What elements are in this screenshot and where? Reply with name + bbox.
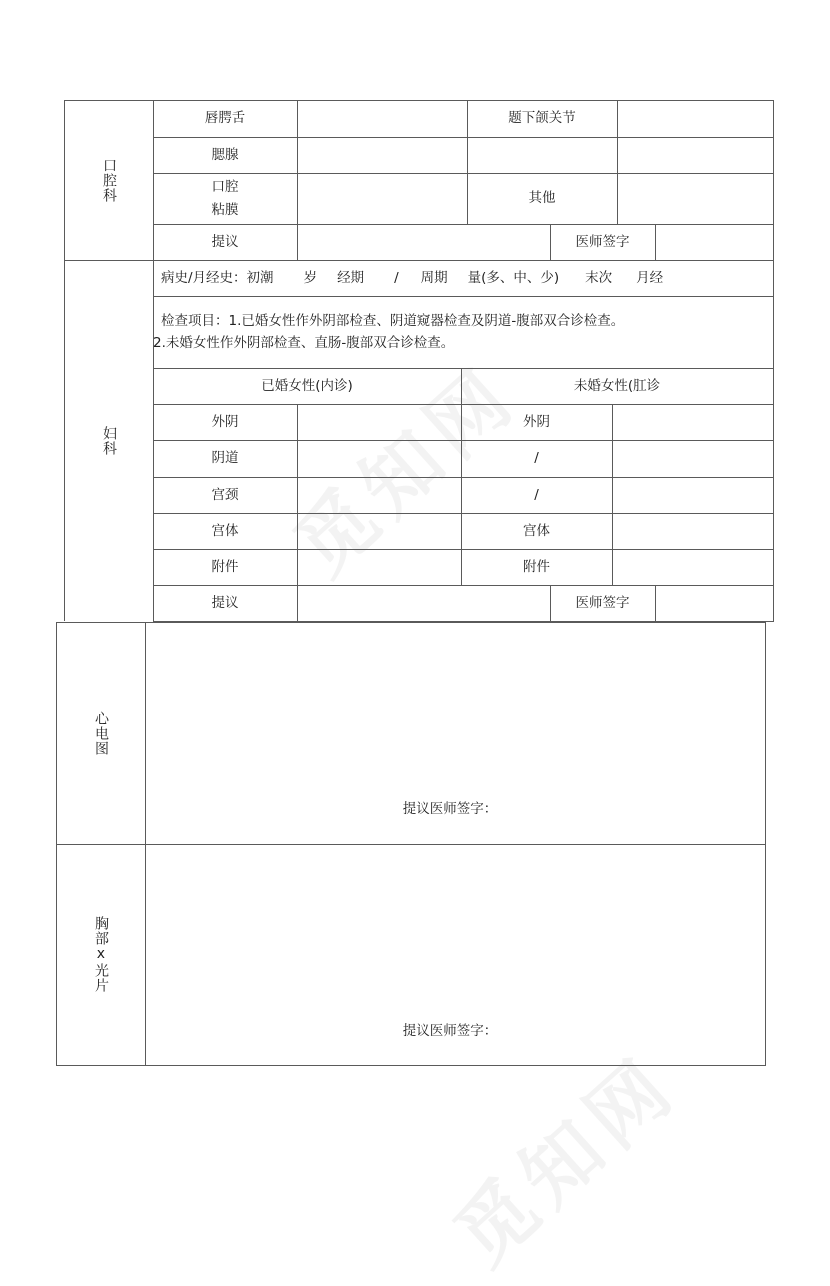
unmarried-adnexa-field[interactable] [612,549,773,585]
parotid-extra-field-2[interactable] [617,137,773,173]
oral-section-label: 口腔科 [100,157,117,203]
oral-mucosa-field[interactable] [297,173,467,224]
history-cycle-label: 周期 [420,269,448,286]
married-cervix-field[interactable] [297,477,461,513]
gyn-advice-field[interactable] [297,585,550,621]
unmarried-vulva-label: 外阴 [523,413,550,430]
parotid-label: 腮腺 [211,146,239,163]
oral-other-field[interactable] [617,173,773,224]
gyn-section-label-cell [64,260,153,621]
oral-other-label: 其他 [528,190,556,207]
married-vulva-field[interactable] [297,404,461,440]
history-menses-label: 月经 [636,269,664,286]
gyn-advice-label: 提议 [211,594,239,611]
oral-mucosa-label-line1: 口腔 [211,179,239,196]
exam-items-line2: 2.未婚女性作外阴部检查、直肠-腹部双合诊检查。 [153,335,455,351]
married-cervix-label: 宫颈 [211,486,239,503]
history-age-unit: 岁 [303,269,318,286]
unmarried-uterus-label: 宫体 [523,522,550,539]
married-vagina-label: 阴道 [211,450,239,467]
oral-doctor-sign-label: 医师签字 [575,233,630,250]
history-last-label: 末次 [585,269,613,286]
unmarried-cervix-label: / [534,486,539,503]
oral-mucosa-label [153,173,297,224]
xray-section-label-cell [56,844,145,1065]
married-uterus-label: 宫体 [211,522,239,539]
xray-sign-line: 提议医师签字： [402,1022,498,1039]
lip-palate-tongue-label: 唇腭舌 [204,110,246,127]
ecg-sign-line: 提议医师签字： [402,800,498,817]
xray-section-label: 胸部x光片 [92,916,109,993]
history-period-label: 经期 [337,269,365,286]
history-slash: / [394,269,399,286]
submandibular-joint-field[interactable] [617,100,773,137]
submandibular-joint-label: 题下颌关节 [508,110,576,127]
married-vagina-field[interactable] [297,440,461,477]
oral-mucosa-label-line2: 粘膜 [211,201,239,218]
oral-doctor-sign-field[interactable] [655,224,773,260]
unmarried-uterus-field[interactable] [612,513,773,549]
parotid-field[interactable] [297,137,467,173]
married-adnexa-field[interactable] [297,549,461,585]
unmarried-vagina-field[interactable] [612,440,773,477]
married-header: 已婚女性(内诊) [261,377,353,394]
parotid-extra-field[interactable] [467,137,617,173]
married-adnexa-label: 附件 [211,558,239,575]
gyn-doctor-sign-label: 医师签字 [575,594,630,611]
oral-section-label-cell [64,100,153,260]
married-uterus-field[interactable] [297,513,461,549]
gyn-doctor-sign-field[interactable] [655,585,773,621]
unmarried-adnexa-label: 附件 [523,558,550,575]
unmarried-header: 未婚女性(肛诊 [573,377,661,394]
oral-advice-label: 提议 [211,233,239,250]
gyn-section-label: 妇科 [100,425,117,456]
menstrual-history-row[interactable] [153,260,773,296]
exam-items-line1: 检查项目：1.已婚女性作外阴部检查、阴道窥器检查及阴道-腹部双合诊检查。 [161,312,625,329]
exam-items-text [153,296,773,368]
unmarried-vagina-label: / [534,450,539,467]
ecg-section-label-cell [56,622,145,844]
ecg-section-label: 心电图 [92,710,109,756]
unmarried-cervix-field[interactable] [612,477,773,513]
history-volume-label: 量(多、中、少) [467,269,560,286]
history-menarche-label: 病史/月经史：初潮 [161,269,274,286]
married-vulva-label: 外阴 [211,413,239,430]
lip-palate-tongue-field[interactable] [297,100,467,137]
oral-advice-field[interactable] [297,224,550,260]
unmarried-vulva-field[interactable] [612,404,773,440]
